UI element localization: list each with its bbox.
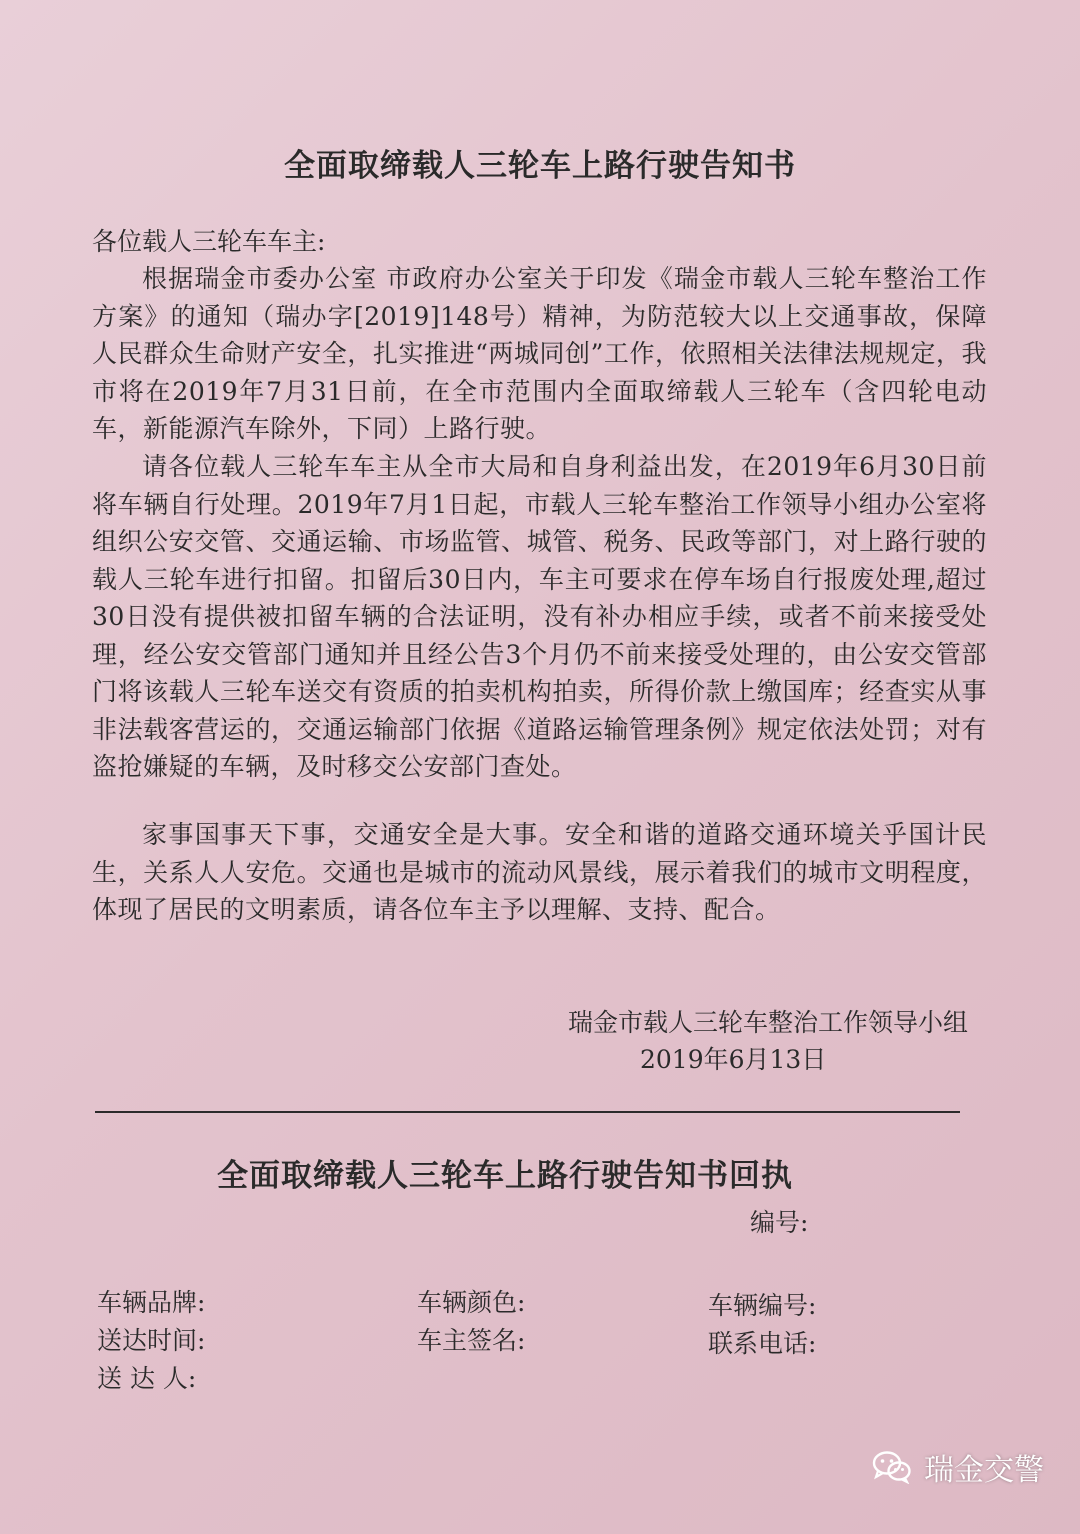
notice-title: 全面取缔载人三轮车上路行驶告知书: [284, 148, 796, 184]
owner-signature-label: 车主签名:: [417, 1326, 526, 1355]
wechat-icon: [872, 1450, 912, 1484]
paragraph-2: 请各位载人三轮车车主从全市大局和自身利益出发，在2019年6月30日前将车辆自行处理。2019年7月1日起，市载人三轮车整治工作领导小组办公室将组织公安交管、交通运输、市场监管、城管、税务、民政等部门，对上路行驶的载人三轮车进行扣留。扣留后30日内，车主可要求在停车场自行报废处理,超过30日没有提供被扣留车辆的合法证明，没有补办相应手续，或者不前来接受处理，经公安交管部门通知并且经公告3个月仍不前来接受处理的，由公安交管部门将该载人三轮车送交有资质的拍卖机构拍卖，所得价款上缴国库；经查实从事非法载客营运的，交通运输部门依据《道路运输管理条例》规定依法处罚；对有盗抢嫌疑的车辆，及时移交公安部门查处。: [92, 452, 987, 781]
section-divider: [95, 1111, 960, 1113]
deliverer-label: 送 达 人:: [97, 1364, 197, 1393]
watermark: [872, 1445, 1044, 1489]
paragraph-3: 家事国事天下事，交通安全是大事。安全和谐的道路交通环境关乎国计民生，关系人人安危。交通也是城市的流动风景线，展示着我们的城市文明程度，体现了居民的文明素质，请各位车主予以理解、支持、配合。: [92, 820, 987, 924]
vehicle-number-label: 车辆编号:: [708, 1291, 817, 1320]
salutation: 各位载人三轮车车主:: [92, 227, 326, 256]
paragraph-1: 根据瑞金市委办公室 市政府办公室关于印发《瑞金市载人三轮车整治工作方案》的通知（瑞办字[2019]148号）精神，为防范较大以上交通事故，保障人民群众生命财产安全，扎实推进“两城同创”工作，依照相关法律法规规定，我市将在2019年7月31日前，在全市范围内全面取缔载人三轮车（含四轮电动车，新能源汽车除外，下同）上路行驶。: [92, 264, 987, 443]
watermark-text: 瑞金交警: [924, 1453, 1044, 1488]
contact-phone-label: 联系电话:: [708, 1329, 817, 1358]
signature-organization: 瑞金市载人三轮车整治工作领导小组: [567, 1008, 968, 1037]
signature-date: 2019年6月13日: [640, 1045, 827, 1074]
serial-number-label: 编号:: [750, 1208, 809, 1237]
vehicle-brand-label: 车辆品牌:: [97, 1288, 206, 1317]
receipt-title: 全面取缔载人三轮车上路行驶告知书回执: [217, 1158, 793, 1194]
delivery-time-label: 送达时间:: [97, 1326, 206, 1355]
vehicle-color-label: 车辆颜色:: [417, 1288, 526, 1317]
